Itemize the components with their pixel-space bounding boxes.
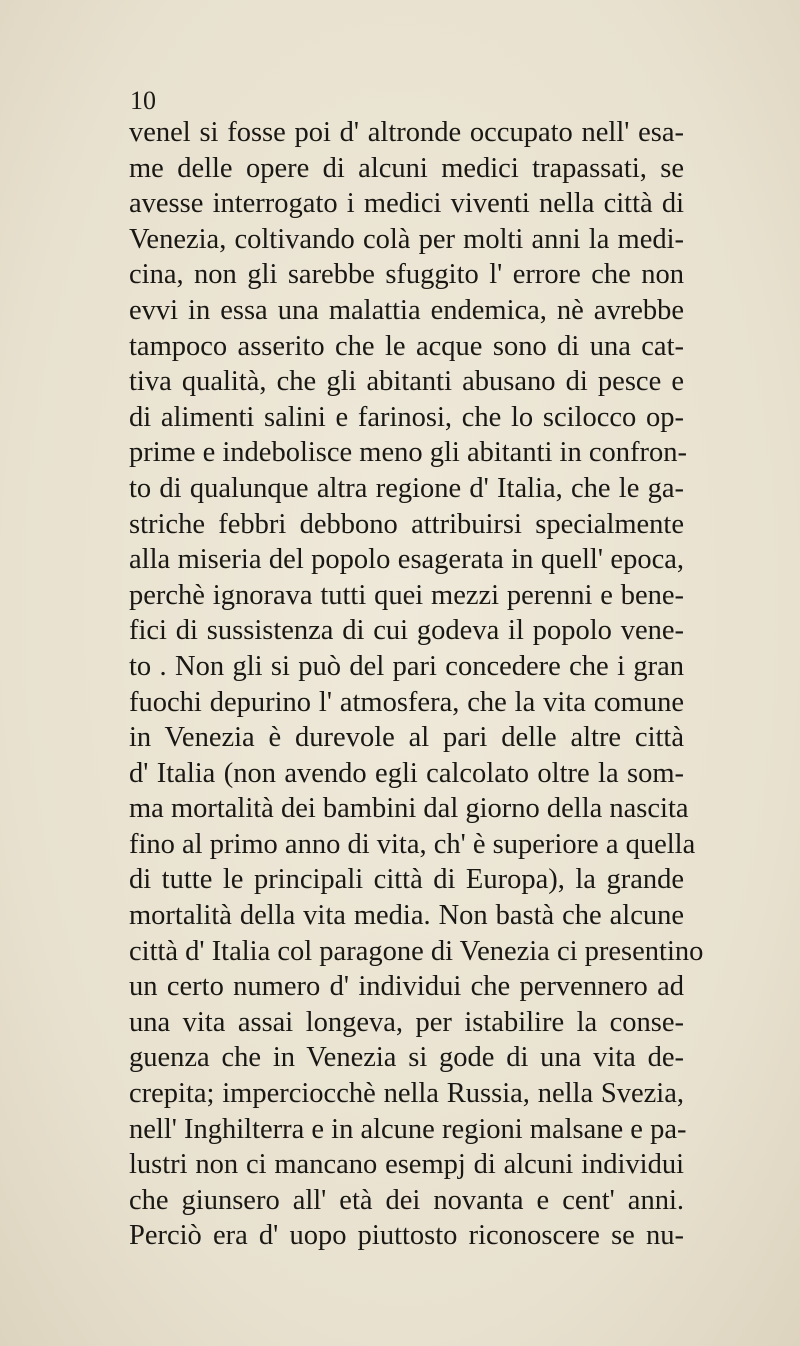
page-number: 10 [130,86,156,115]
text-line: mortalità della vita media. Non bastà che alcune [129,900,684,932]
text-line: nell' Inghilterra e in alcune regioni malsane e pa- [129,1113,687,1145]
text-line: avesse interrogato i medici viventi nella città di [129,188,684,220]
text-line: che giunsero all' età dei novanta e cent' anni. [129,1184,684,1216]
text-line: città d' Italia col paragone di Venezia ci presentino [129,935,704,967]
text-line: prime e indebolisce meno gli abitanti in confron- [129,437,687,469]
text-line: alla miseria del popolo esagerata in quell' epoca, [129,544,684,576]
text-line: lustri non ci mancano esempj di alcuni individui [129,1149,684,1181]
text-line: Perciò era d' uopo piuttosto riconoscere se nu- [129,1220,684,1252]
text-line: me delle opere di alcuni medici trapassati, se [129,152,684,184]
text-line: guenza che in Venezia si gode di una vita de- [129,1042,684,1074]
text-line: crepita; imperciocchè nella Russia, nella Svezia, [129,1078,684,1110]
text-line: in Venezia è durevole al pari delle altre città [129,722,684,754]
text-line: fino al primo anno di vita, ch' è superiore a quella [129,828,696,860]
text-line: ma mortalità dei bambini dal giorno della nascita [129,793,689,825]
text-line: d' Italia (non avendo egli calcolato oltre la som- [129,757,684,789]
text-line: di tutte le principali città di Europa), la grande [129,864,684,896]
text-line: perchè ignorava tutti quei mezzi perenni e bene- [129,579,684,611]
text-line: di alimenti salini e farinosi, che lo scilocco op- [129,401,684,433]
text-line: venel si fosse poi d' altronde occupato nell' esa- [129,117,684,148]
text-line: evvi in essa una malattia endemica, nè avrebbe [129,294,684,326]
text-line: cina, non gli sarebbe sfuggito l' errore che non [129,259,684,291]
text-line: fuochi depurino l' atmosfera, che la vita comune [129,686,684,718]
text-line: una vita assai longeva, per istabilire la conse- [129,1006,684,1038]
text-line: fici di sussistenza di cui godeva il popolo vene- [129,615,684,647]
body-text [129,115,704,1254]
text-line: un certo numero d' individui che pervennero ad [129,971,684,1003]
text-line: tampoco asserito che le acque sono di una cat- [129,330,684,362]
text-line: tiva qualità, che gli abitanti abusano di pesce e [129,366,684,398]
text-line: to di qualunque altra regione d' Italia, che le ga- [129,472,684,504]
text-line: to . Non gli si può del pari concedere che i gran [129,650,684,682]
text-line: Venezia, coltivando colà per molti anni la medi- [129,223,684,255]
text-line: striche febbri debbono attribuirsi specialmente [129,508,684,540]
